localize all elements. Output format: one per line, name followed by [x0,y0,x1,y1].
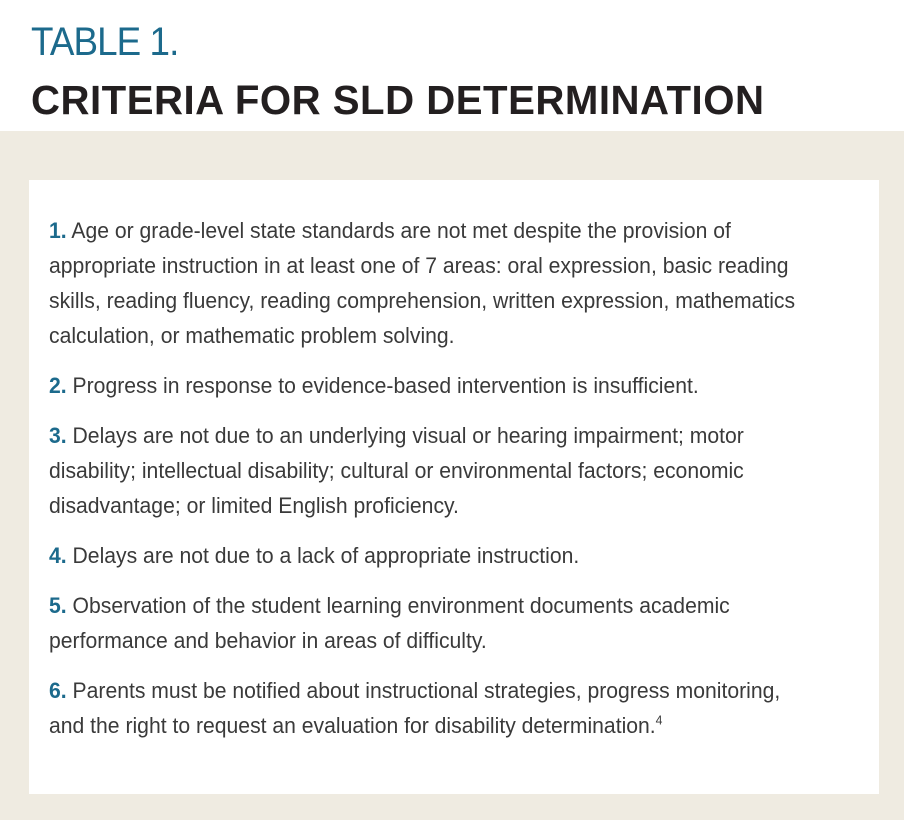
criterion-text: Progress in response to evidence-based intervention is insufficient. [72,373,699,398]
criterion-item [49,588,801,658]
content-panel [0,131,904,820]
criterion-item [49,368,801,403]
table-label: TABLE 1. [31,20,179,64]
table-title: CRITERIA FOR SLD DETERMINATION [31,77,765,123]
citation-superscript: 4 [655,712,663,728]
criterion-text: Delays are not due to a lack of appropriate instruction. [72,543,580,568]
criterion-number: 4. [49,543,67,568]
criterion-number: 6. [49,678,67,703]
criterion-text: Observation of the student learning environment documents academic performance and behavior in areas of difficulty. [49,593,730,653]
table-header [0,0,904,131]
criterion-item [49,673,801,743]
criterion-item [49,418,801,523]
criterion-text: Age or grade-level state standards are not met despite the provision of appropriate instruction in at least one of 7 areas: oral expression, basic reading skills, reading fluency, reading comprehension, written expression, mathematics calculation, or mathematic problem solving. [49,218,796,348]
criteria-list [49,213,849,758]
criterion-number: 5. [49,593,67,618]
criterion-text: Delays are not due to an underlying visual or hearing impairment; motor disability; intellectual disability; cultural or environmental factors; economic disadvantage; or limited English proficiency. [49,423,744,518]
criterion-number: 3. [49,423,67,448]
criteria-card [29,180,879,794]
criterion-item [49,538,801,573]
criterion-number: 2. [49,373,67,398]
criterion-text: Parents must be notified about instructional strategies, progress monitoring, and the right to request an evaluation for disability determination. [49,678,781,738]
criterion-item [49,213,801,353]
criterion-number: 1. [49,218,67,243]
